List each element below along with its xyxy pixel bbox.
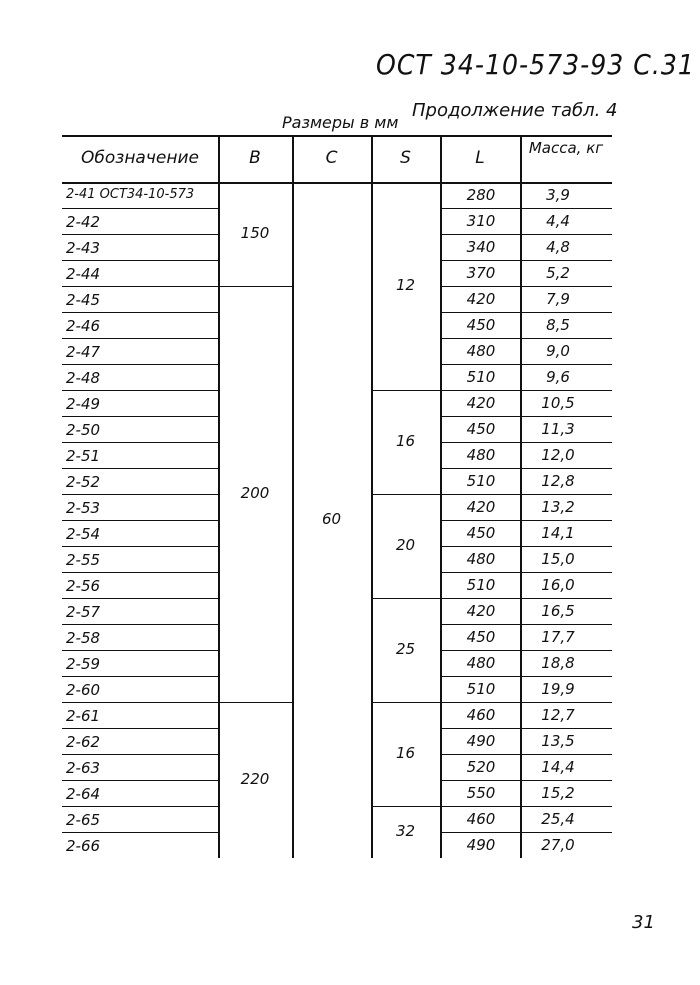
- s-group-cell: 20: [395, 536, 416, 554]
- row-designation: 2-65: [66, 811, 101, 829]
- s-group-cell: 25: [395, 640, 416, 658]
- designation-row-line: [62, 520, 218, 521]
- designation-row-line: [62, 312, 218, 313]
- l-mass-row-line: [440, 338, 612, 339]
- c-group-cell: 60: [321, 510, 342, 528]
- row-designation: 2-61: [66, 707, 101, 725]
- designation-row-line: [62, 416, 218, 417]
- l-mass-row-line: [440, 572, 612, 573]
- header-bottom-border: [62, 182, 612, 184]
- l-mass-row-line: [440, 520, 612, 521]
- row-designation: 2-53: [66, 499, 101, 517]
- row-mass-value: 8,5: [546, 316, 570, 334]
- row-l-value: 510: [466, 680, 496, 698]
- row-l-value: 520: [466, 758, 496, 776]
- row-mass-value: 3,9: [546, 186, 570, 204]
- l-mass-row-line: [440, 468, 612, 469]
- row-mass-value: 18,8: [541, 654, 575, 672]
- designation-row-line: [62, 650, 218, 651]
- row-designation: 2-55: [66, 551, 101, 569]
- b-group-cell-divider: [218, 286, 292, 287]
- s-group-cell-divider: [371, 494, 440, 495]
- b-group-cell: 200: [240, 484, 270, 502]
- row-mass-value: 11,3: [541, 420, 575, 438]
- row-mass-value: 12,8: [541, 472, 575, 490]
- table-top-border: [62, 135, 612, 137]
- row-mass-value: 15,0: [541, 550, 575, 568]
- row-designation: 2-45: [66, 291, 101, 309]
- designation-row-line: [62, 260, 218, 261]
- row-designation: 2-54: [66, 525, 101, 543]
- row-designation: 2-60: [66, 681, 101, 699]
- l-mass-row-line: [440, 806, 612, 807]
- b-group-cell: 220: [240, 770, 270, 788]
- row-l-value: 340: [466, 238, 496, 256]
- designation-row-line: [62, 728, 218, 729]
- row-designation: 2-56: [66, 577, 101, 595]
- designation-row-line: [62, 702, 218, 703]
- l-mass-row-line: [440, 234, 612, 235]
- row-mass-value: 9,0: [546, 342, 570, 360]
- row-designation: 2-42: [66, 213, 101, 231]
- l-mass-row-line: [440, 364, 612, 365]
- row-l-value: 490: [466, 836, 496, 854]
- b-group-cell-divider: [218, 702, 292, 703]
- row-l-value: 510: [466, 472, 496, 490]
- row-l-value: 420: [466, 602, 496, 620]
- row-mass-value: 10,5: [541, 394, 575, 412]
- header-designation: Обозначение: [81, 148, 199, 168]
- l-mass-row-line: [440, 780, 612, 781]
- row-mass-value: 12,7: [541, 706, 575, 724]
- designation-row-line: [62, 494, 218, 495]
- s-group-cell: 32: [395, 822, 416, 840]
- row-designation: 2-66: [66, 837, 101, 855]
- l-mass-row-line: [440, 546, 612, 547]
- row-l-value: 310: [466, 212, 496, 230]
- l-mass-row-line: [440, 676, 612, 677]
- designation-row-line: [62, 234, 218, 235]
- row-mass-value: 13,2: [541, 498, 575, 516]
- s-group-cell: 12: [395, 276, 416, 294]
- l-mass-row-line: [440, 702, 612, 703]
- s-group-cell-divider: [371, 598, 440, 599]
- header-b: B: [249, 148, 261, 168]
- row-l-value: 420: [466, 498, 496, 516]
- dimensions-note: Размеры в мм: [282, 113, 399, 132]
- designation-row-line: [62, 832, 218, 833]
- row-designation: 2-51: [66, 447, 101, 465]
- s-group-cell: 16: [395, 744, 416, 762]
- row-mass-value: 19,9: [541, 680, 575, 698]
- designation-row-line: [62, 572, 218, 573]
- row-l-value: 370: [466, 264, 496, 282]
- row-l-value: 450: [466, 628, 496, 646]
- table-continuation-note: Продолжение табл. 4: [412, 100, 618, 121]
- row-mass-value: 14,4: [541, 758, 575, 776]
- l-mass-row-line: [440, 286, 612, 287]
- row-l-value: 480: [466, 446, 496, 464]
- document-code: ОСТ 34-10-573-93 С.31: [376, 48, 695, 81]
- l-mass-row-line: [440, 832, 612, 833]
- row-designation: 2-46: [66, 317, 101, 335]
- header-s: S: [400, 148, 411, 168]
- designation-row-line: [62, 286, 218, 287]
- row-designation: 2-57: [66, 603, 101, 621]
- row-designation: 2-43: [66, 239, 101, 257]
- l-mass-row-line: [440, 624, 612, 625]
- page-number: 31: [632, 912, 655, 933]
- row-mass-value: 17,7: [541, 628, 575, 646]
- row-l-value: 460: [466, 706, 496, 724]
- row-l-value: 450: [466, 524, 496, 542]
- row-l-value: 480: [466, 550, 496, 568]
- s-group-cell-divider: [371, 390, 440, 391]
- designation-row-line: [62, 676, 218, 677]
- row-l-value: 450: [466, 316, 496, 334]
- row-l-value: 460: [466, 810, 496, 828]
- row-mass-value: 5,2: [546, 264, 570, 282]
- header-l: L: [475, 148, 485, 168]
- designation-row-line: [62, 806, 218, 807]
- s-group-cell-divider: [371, 702, 440, 703]
- designation-row-line: [62, 338, 218, 339]
- row-designation: 2-58: [66, 629, 101, 647]
- row-designation: 2-44: [66, 265, 101, 283]
- s-group-cell: 16: [395, 432, 416, 450]
- row-mass-value: 16,5: [541, 602, 575, 620]
- row-designation: 2-64: [66, 785, 101, 803]
- designation-row-line: [62, 442, 218, 443]
- designation-row-line: [62, 598, 218, 599]
- l-mass-row-line: [440, 390, 612, 391]
- row-mass-value: 4,8: [546, 238, 570, 256]
- row-l-value: 550: [466, 784, 496, 802]
- designation-row-line: [62, 754, 218, 755]
- row-mass-value: 13,5: [541, 732, 575, 750]
- designation-row-line: [62, 390, 218, 391]
- row-designation: 2-59: [66, 655, 101, 673]
- designation-row-line: [62, 468, 218, 469]
- l-mass-row-line: [440, 728, 612, 729]
- designation-row-line: [62, 546, 218, 547]
- l-mass-row-line: [440, 416, 612, 417]
- row-designation: 2-50: [66, 421, 101, 439]
- column-separator: [440, 135, 442, 858]
- designation-row-line: [62, 208, 218, 209]
- dimensions-table: [62, 135, 612, 880]
- s-group-cell-divider: [371, 806, 440, 807]
- l-mass-row-line: [440, 260, 612, 261]
- row-designation: 2-62: [66, 733, 101, 751]
- row-l-value: 510: [466, 368, 496, 386]
- l-mass-row-line: [440, 650, 612, 651]
- designation-row-line: [62, 364, 218, 365]
- designation-row-line: [62, 624, 218, 625]
- l-mass-row-line: [440, 312, 612, 313]
- row-designation: 2-48: [66, 369, 101, 387]
- row-l-value: 510: [466, 576, 496, 594]
- row-designation: 2-63: [66, 759, 101, 777]
- row-mass-value: 12,0: [541, 446, 575, 464]
- row-l-value: 480: [466, 654, 496, 672]
- header-mass: Масса, кг: [528, 139, 604, 157]
- column-separator: [520, 135, 522, 858]
- row-l-value: 420: [466, 394, 496, 412]
- row-l-value: 420: [466, 290, 496, 308]
- row-l-value: 450: [466, 420, 496, 438]
- row-mass-value: 15,2: [541, 784, 575, 802]
- l-mass-row-line: [440, 208, 612, 209]
- row-mass-value: 27,0: [541, 836, 575, 854]
- row-mass-value: 7,9: [546, 290, 570, 308]
- row-mass-value: 9,6: [546, 368, 570, 386]
- row-l-value: 490: [466, 732, 496, 750]
- row-l-value: 480: [466, 342, 496, 360]
- row-l-value: 280: [466, 186, 496, 204]
- row-designation: 2-41 ОСТ34-10-573: [66, 187, 195, 202]
- row-mass-value: 25,4: [541, 810, 575, 828]
- row-mass-value: 16,0: [541, 576, 575, 594]
- row-designation: 2-52: [66, 473, 101, 491]
- row-mass-value: 14,1: [541, 524, 575, 542]
- l-mass-row-line: [440, 494, 612, 495]
- row-mass-value: 4,4: [546, 212, 570, 230]
- column-separator: [292, 135, 294, 858]
- header-c: C: [325, 148, 338, 168]
- l-mass-row-line: [440, 754, 612, 755]
- l-mass-row-line: [440, 442, 612, 443]
- b-group-cell: 150: [240, 224, 270, 242]
- designation-row-line: [62, 780, 218, 781]
- l-mass-row-line: [440, 598, 612, 599]
- row-designation: 2-49: [66, 395, 101, 413]
- row-designation: 2-47: [66, 343, 101, 361]
